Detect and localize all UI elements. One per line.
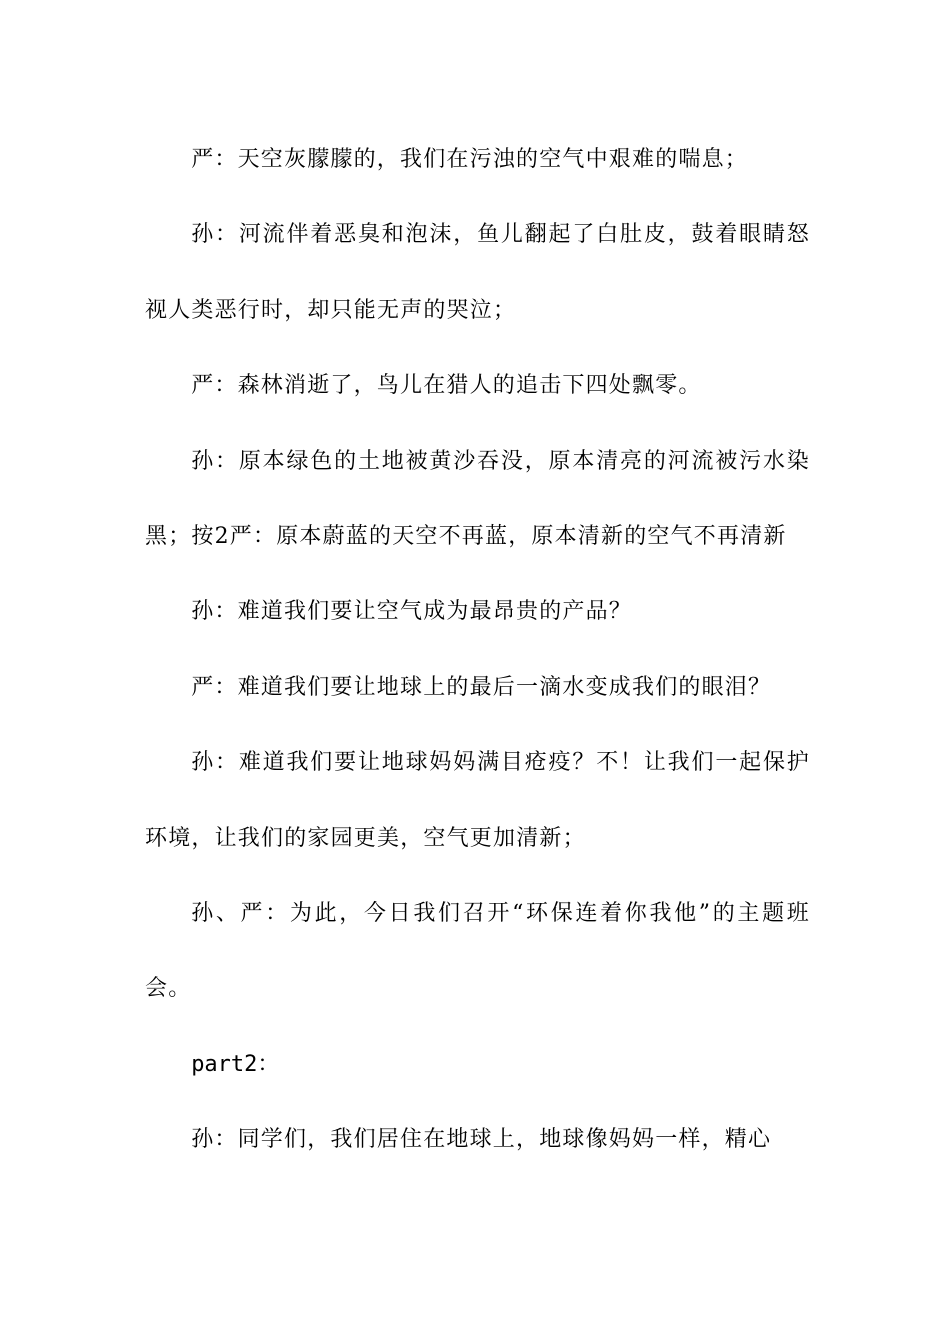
paragraph-5: 孙：难道我们要让空气成为最昂贵的产品？ <box>191 599 632 625</box>
paragraph-8: 孙、严：为此，今日我们召开“环保连着你我他”的主题班会。 <box>145 901 810 1002</box>
paragraph-7: 孙：难道我们要让地球妈妈满目疮疫？不！让我们一起保护环境，让我们的家园更美，空气更加清新； <box>145 750 810 851</box>
paragraph-2: 孙：河流伴着恶臭和泡沫，鱼儿翻起了白肚皮，鼓着眼睛怒视人类恶行时，却只能无声的哭泣； <box>145 222 810 323</box>
paragraph-1: 严：天空灰朦朦的，我们在污浊的空气中艰难的喘息； <box>191 147 748 172</box>
paragraph-10: 孙：同学们，我们居住在地球上，地球像妈妈一样，精心 <box>191 1127 772 1153</box>
paragraph-4: 孙：原本绿色的土地被黄沙吞没，原本清亮的河流被污水染黑；按2严：原本蔚蓝的天空不再蓝，原本清新的空气不再清新 <box>145 448 810 550</box>
section-heading-part2: part2： <box>191 1051 280 1077</box>
document-body <box>145 122 810 1178</box>
paragraph-6: 严：难道我们要让地球上的最后一滴水变成我们的眼泪？ <box>191 674 772 700</box>
paragraph-3: 严：森林消逝了，鸟儿在猎人的追击下四处飘零。 <box>191 373 702 399</box>
